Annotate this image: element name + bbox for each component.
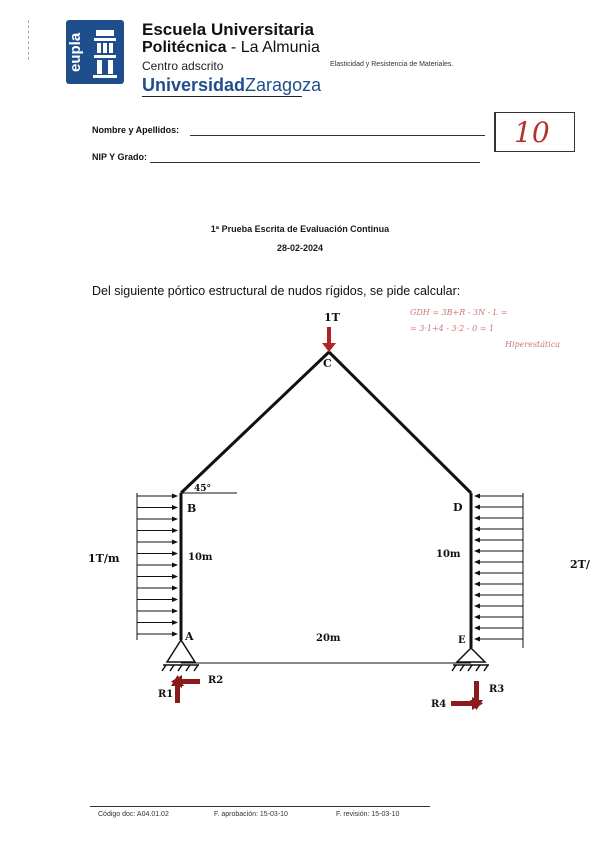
left-load-arrow [137,574,178,579]
institution-name: Escuela Universitaria [142,20,314,39]
r1-label: R1 [158,689,174,700]
footer-code: Código doc: A04.01.02 [98,811,169,818]
left-load-arrow [137,528,178,533]
left-height-label: 10m [188,552,213,563]
footer-revision: F. revisión: 15-03-10 [336,811,400,818]
left-load-arrow [137,563,178,568]
left-load-arrow [137,517,178,522]
nip-label: NIP Y Grado: [92,152,148,162]
left-load-arrow [137,620,178,625]
load-top-label: 1T [324,311,340,324]
exam-prompt: Del siguiente pórtico estructural de nudos rígidos, se pide calcular: [92,284,461,298]
exam-title: 1ª Prueba Escrita de Evaluación Continua [210,224,390,234]
node-a-label: A [185,630,194,643]
left-load-arrow [137,597,178,602]
footer-approval: F. aprobación: 15-03-10 [214,811,288,818]
right-load-arrow [474,615,523,620]
right-height-label: 10m [436,549,461,560]
university-name: UniversidadZaragoza [142,75,322,95]
logo-text: eupla [67,32,84,72]
right-load-arrow [474,549,523,554]
node-e-label: E [458,635,466,646]
left-load-arrow [137,494,178,499]
gdh-line-2: = 3·1+4 - 3·2 - 0 = 1 [410,324,495,333]
affiliation: Centro adscrito [142,59,224,73]
exam-date: 28-02-2024 [276,243,324,253]
right-load-arrow [474,560,523,565]
right-distributed-load [474,493,523,648]
right-load-arrow [474,593,523,598]
name-label: Nombre y Apellidos: [92,125,180,135]
institution-subtitle: Politécnica - La Almunia [142,39,320,56]
right-load-arrow [474,637,523,642]
angle-label: 45° [194,484,212,494]
node-b-label: B [187,502,197,515]
left-load-arrow [137,586,178,591]
r2-label: R2 [208,675,224,686]
r4-label: R4 [431,699,447,710]
support-e [452,648,489,671]
right-load-label: 2T/ [570,558,590,571]
gdh-line-1: GDH = 3B+R - 3N - L = [410,308,508,317]
rafter-bc [181,352,329,493]
right-load-arrow [474,494,523,499]
right-load-arrow [474,626,523,631]
gdh-line-3: Hiperestática [505,340,561,349]
left-distributed-load [137,493,178,640]
subject-label: Elasticidad y Resistencia de Materiales. [330,61,454,68]
span-label: 20m [316,633,341,644]
point-load-arrowhead [322,343,336,352]
node-c-label: C [323,357,332,370]
left-load-arrow [137,632,178,637]
right-load-arrow [474,604,523,609]
right-load-arrow [474,505,523,510]
rafter-cd [329,352,471,493]
right-load-arrow [474,571,523,576]
right-load-arrow [474,582,523,587]
right-load-arrow [474,516,523,521]
left-load-arrow [137,609,178,614]
left-load-arrow [137,505,178,510]
right-load-arrow [474,527,523,532]
left-load-arrow [137,540,178,545]
node-d-label: D [453,501,463,514]
left-load-label: 1T/m [88,552,120,565]
right-load-arrow [474,538,523,543]
grade-value: 10 [514,116,550,149]
r3-label: R3 [489,684,505,695]
support-a [162,640,199,671]
left-load-arrow [137,551,178,556]
footer-rule [90,806,430,807]
